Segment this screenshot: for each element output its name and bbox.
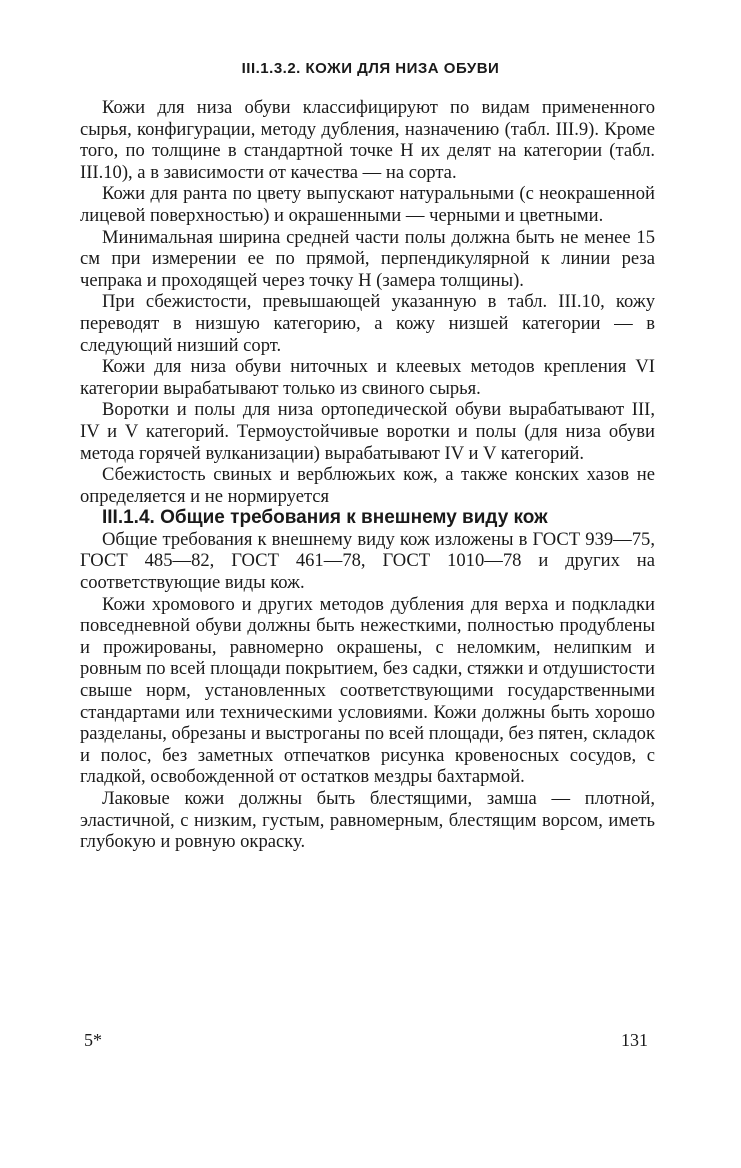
paragraph: Кожи для ранта по цвету выпускают натуральными (с неокрашенной лицевой поверхностью) и окрашенными — черными и цветными. xyxy=(80,183,655,226)
paragraph: Кожи для низа обуви ниточных и клеевых методов крепления VI категории вырабатывают только из свиного сырья. xyxy=(80,356,655,399)
paragraph: Кожи хромового и других методов дубления для верха и подкладки повседневной обуви должны быть нежесткими, полностью продублены и прожированы, равномерно окрашены, с неломким, нелипким и ровным по всей площади покрытием, без садки, стяжки и отдушистости свыше норм, установленных соответствующими государственными стандартами или техническими условиями. Кожи должны быть хорошо разделаны, обрезаны и выстроганы по всей площади, без пятен, складок и полос, без заметных отпечатков рисунка кровеносных сосудов, с гладкой, освобожденной от остатков мездры бахтармой. xyxy=(80,593,655,788)
page-number: 131 xyxy=(621,1030,648,1050)
paragraph: При сбежистости, превышающей указанную в табл. III.10, кожу переводят в низшую категорию, а кожу низшей категории — в следующий низший сорт. xyxy=(80,291,655,356)
paragraph: Сбежистость свиных и верблюжьих кож, а также конских хазов не определяется и не нормируется xyxy=(80,464,655,507)
signature-mark: 5* xyxy=(84,1030,102,1050)
section-heading: III.1.4. Общие требования к внешнему виду кож xyxy=(102,507,548,529)
paragraph: Лаковые кожи должны быть блестящими, замша — плотной, эластичной, с низким, густым, равномерным, блестящим ворсом, иметь глубокую и ровную окраску. xyxy=(80,788,655,853)
body-text xyxy=(80,97,655,853)
paragraph: Общие требования к внешнему виду кож изложены в ГОСТ 939—75, ГОСТ 485—82, ГОСТ 461—78, ГОСТ 1010—78 и других на соответствующие виды кож. xyxy=(80,528,655,594)
paragraph: Кожи для низа обуви классифицируют по видам примененного сырья, конфигурации, методу дубления, назначению (табл. III.9). Кроме того, по толщине в стандартной точке H их делят на категории (табл. III.10), а в зависимости от качества — на сорта. xyxy=(80,97,655,183)
running-head: III.1.3.2. КОЖИ ДЛЯ НИЗА ОБУВИ xyxy=(241,60,500,77)
paragraph: Минимальная ширина средней части полы должна быть не менее 15 см при измерении ее по прямой, перпендикулярной к линии реза чепрака и проходящей через точку H (замера толщины). xyxy=(80,226,655,291)
paragraph: Воротки и полы для низа ортопедической обуви вырабатывают III, IV и V категорий. Термоустойчивые воротки и полы (для низа обуви метода горячей вулканизации) вырабатывают IV и V категорий. xyxy=(80,399,655,464)
